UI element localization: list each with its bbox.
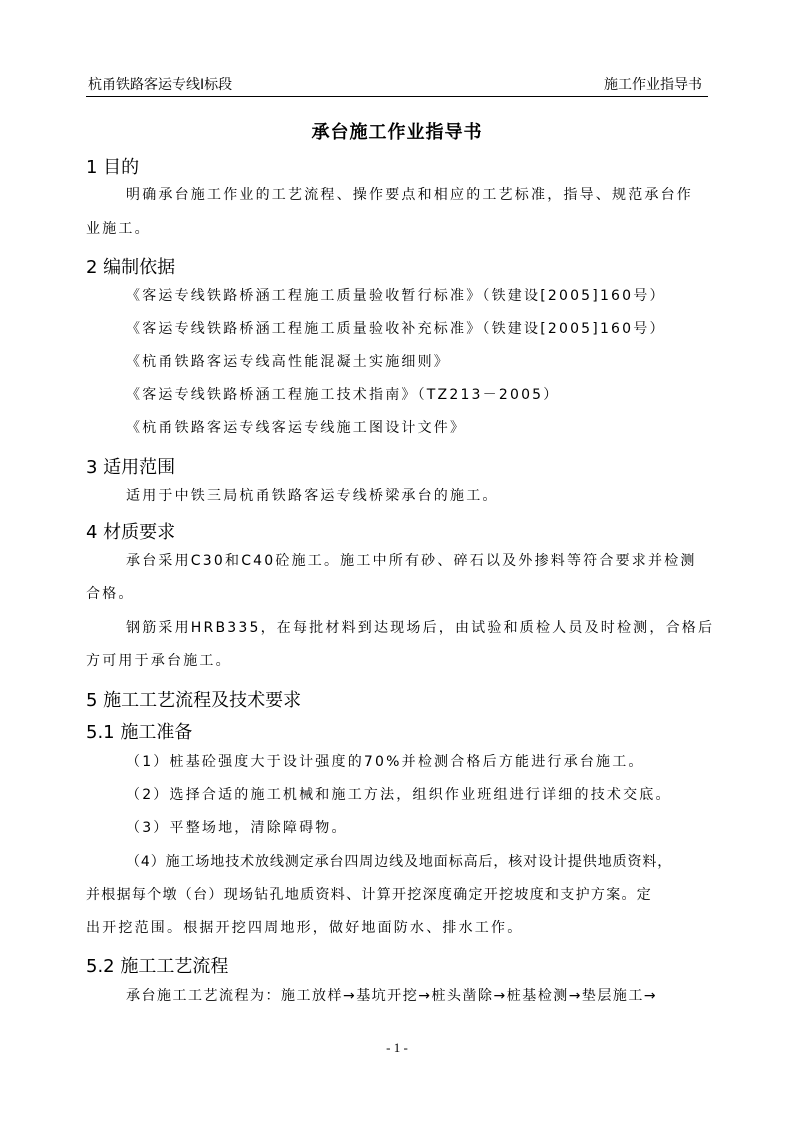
header-project-name: 杭甬铁路客运专线Ⅰ标段 <box>88 77 233 93</box>
header-document-type: 施工作业指导书 <box>604 77 702 93</box>
section-5-2-text-line: 承台施工工艺流程为：施工放样→基坑开挖→桩头凿除→桩基检测→垫层施工→ <box>126 988 658 1004</box>
reference-item: 《客运专线铁路桥涵工程施工质量验收暂行标准》（铁建设[2005]160号） <box>126 288 666 304</box>
page-header <box>86 70 708 97</box>
section-4-text-line: 合格。 <box>86 586 135 602</box>
section-5-heading: 5 施工工艺流程及技术要求 <box>86 690 302 711</box>
reference-item: 《客运专线铁路桥涵工程施工质量验收补充标准》（铁建设[2005]160号） <box>126 321 666 337</box>
section-1-text-line: 业施工。 <box>86 221 151 237</box>
reference-item: 《杭甬铁路客运专线客运专线施工图设计文件》 <box>126 420 467 436</box>
section-3-text-line: 适用于中铁三局杭甬铁路客运专线桥梁承台的施工。 <box>126 488 499 504</box>
page-number: - 1 - <box>386 1040 408 1055</box>
section-1-text-line: 明确承台施工作业的工艺流程、操作要点和相应的工艺标准，指导、规范承台作 <box>126 187 693 203</box>
preparation-item: （1）桩基砼强度大于设计强度的70%并检测合格后方能进行承台施工。 <box>126 754 645 770</box>
section-4-text-line: 钢筋采用HRB335，在每批材料到达现场后，由试验和质检人员及时检测，合格后 <box>126 620 715 636</box>
section-3-heading: 3 适用范围 <box>86 457 176 478</box>
preparation-item: （2）选择合适的施工机械和施工方法，组织作业班组进行详细的技术交底。 <box>126 787 672 803</box>
section-4-text-line: 方可用于承台施工。 <box>86 653 232 669</box>
reference-item: 《客运专线铁路桥涵工程施工技术指南》（TZ213－2005） <box>126 387 560 403</box>
preparation-item: （3）平整场地，清除障碍物。 <box>126 820 348 836</box>
section-4-text-line: 承台采用C30和C40砼施工。施工中所有砂、碎石以及外掺料等符合要求并检测 <box>126 553 697 569</box>
section-4-heading: 4 材质要求 <box>86 522 176 543</box>
reference-item: 《杭甬铁路客运专线高性能混凝土实施细则》 <box>126 354 450 370</box>
section-2-heading: 2 编制依据 <box>86 257 176 278</box>
section-5-1-heading: 5.1 施工准备 <box>86 722 193 743</box>
preparation-item: 并根据每个墩（台）现场钻孔地质资料、计算开挖深度确定开挖坡度和支护方案。定 <box>86 887 653 903</box>
section-1-heading: 1 目的 <box>86 157 140 178</box>
section-5-2-heading: 5.2 施工工艺流程 <box>86 956 229 977</box>
preparation-item: （4）施工场地技术放线测定承台四周边线及地面标高后，核对设计提供地质资料， <box>126 854 673 870</box>
preparation-item: 出开挖范围。根据开挖四周地形，做好地面防水、排水工作。 <box>86 920 524 936</box>
document-title: 承台施工作业指导书 <box>311 122 483 143</box>
